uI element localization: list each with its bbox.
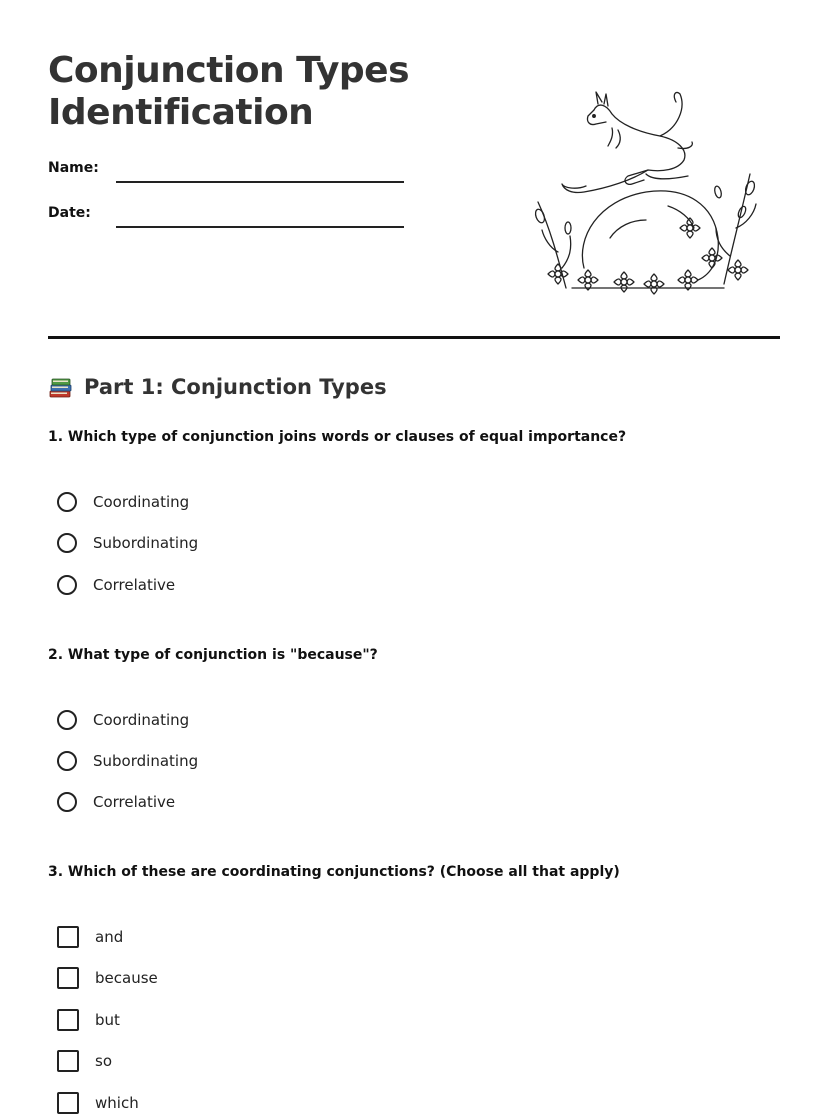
checkbox[interactable] xyxy=(57,1050,79,1072)
checkbox[interactable] xyxy=(57,926,79,948)
q3-option-so[interactable] xyxy=(57,1050,112,1072)
option-label: Coordinating xyxy=(93,711,190,729)
option-label: so xyxy=(95,1052,112,1070)
title-line-2: Identification xyxy=(48,92,314,133)
option-label: but xyxy=(95,1011,120,1029)
date-label: Date: xyxy=(48,205,91,221)
radio-button[interactable] xyxy=(57,533,77,553)
radio-button[interactable] xyxy=(57,792,77,812)
name-label: Name: xyxy=(48,160,99,176)
question-3: 3. Which of these are coordinating conjunctions? (Choose all that apply) xyxy=(48,864,620,880)
q2-option-subordinating[interactable] xyxy=(57,751,198,771)
checkbox[interactable] xyxy=(57,967,79,989)
option-label: Correlative xyxy=(93,793,176,811)
radio-button[interactable] xyxy=(57,751,77,771)
q3-option-and[interactable] xyxy=(57,926,123,948)
question-2: 2. What type of conjunction is "because"? xyxy=(48,647,378,663)
option-label: because xyxy=(95,969,158,987)
option-label: and xyxy=(95,928,124,946)
q2-option-coordinating[interactable] xyxy=(57,710,189,730)
q1-option-coordinating[interactable] xyxy=(57,492,189,512)
q1-option-subordinating[interactable] xyxy=(57,533,198,553)
q3-option-but[interactable] xyxy=(57,1009,120,1031)
kangaroo-illustration xyxy=(528,88,764,300)
option-label: Correlative xyxy=(93,576,176,594)
checkbox[interactable] xyxy=(57,1009,79,1031)
q3-option-which[interactable] xyxy=(57,1092,139,1114)
option-label: Coordinating xyxy=(93,493,190,511)
radio-button[interactable] xyxy=(57,575,77,595)
option-label: Subordinating xyxy=(93,752,199,770)
question-1: 1. Which type of conjunction joins words or clauses of equal importance? xyxy=(48,429,627,445)
q3-option-because[interactable] xyxy=(57,967,158,989)
date-field[interactable] xyxy=(116,226,404,228)
q2-option-correlative[interactable] xyxy=(57,792,175,812)
option-label: which xyxy=(95,1094,139,1112)
q1-option-correlative[interactable] xyxy=(57,575,175,595)
books-icon xyxy=(48,374,74,400)
radio-button[interactable] xyxy=(57,710,77,730)
part1-heading xyxy=(48,374,387,400)
part1-heading-text: Part 1: Conjunction Types xyxy=(84,375,387,399)
header-divider xyxy=(48,336,780,339)
title-line-1: Conjunction Types xyxy=(48,50,410,91)
worksheet-title xyxy=(48,50,409,134)
option-label: Subordinating xyxy=(93,534,199,552)
radio-button[interactable] xyxy=(57,492,77,512)
name-field[interactable] xyxy=(116,181,404,183)
checkbox[interactable] xyxy=(57,1092,79,1114)
